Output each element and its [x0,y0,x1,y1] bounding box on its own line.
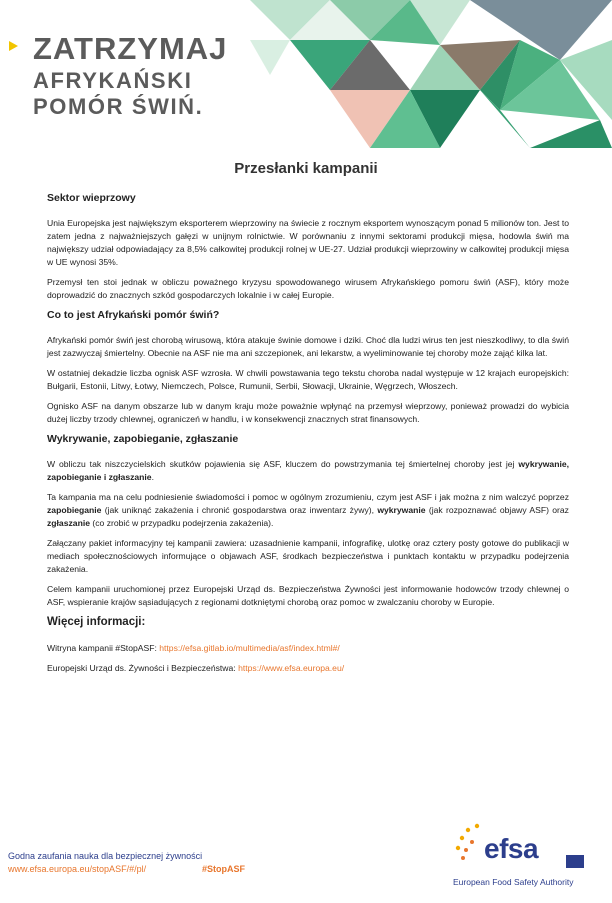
text-run: (jak rozpoznawać objawy ASF) oraz [425,505,569,515]
paragraph [47,491,569,530]
paragraph: Przemysł ten stoi jednak w obliczu poważnego kryzysu spowodowanego wirusem Afrykańskiego pomoru świń (ASF), który może doprowadzić do znacznych szkód gospodarczych lokalnie i w całej Europie. [47,277,569,300]
text-run: W obliczu tak niszczycielskich skutków pojawienia się ASF, kluczem do powstrzymania tej śmiertelnej choroby jest jej [47,459,519,469]
bold-text: zapobieganie [47,505,102,515]
campaign-title-line1: ZATRZYMAJ [33,31,228,66]
section-heading-asf: Co to jest Afrykański pomór świń? [47,309,220,321]
footer-url-link[interactable]: www.efsa.europa.eu/stopASF/#/pl/ [8,864,147,874]
link-label: Witryna kampanii #StopASF: [47,643,160,653]
section-heading-more-info: Więcej informacji: [47,616,146,628]
arrow-icon [9,41,18,51]
footer-hashtag: #StopASF [202,864,246,874]
text-run: Ta kampania ma na celu podniesienie świadomości i pomoc w ogólnym zrozumieniu, czym jest ASF i jak można z nim walczyć poprzez [47,492,569,502]
paragraph [47,458,569,484]
campaign-title-line3: POMÓR ŚWIŃ. [33,94,204,119]
bold-text: wykrywanie, zapobieganie i zgłaszanie [47,459,569,482]
text-run: (co zrobić w przypadku podejrzenia zakażenia). [90,518,274,528]
paragraph: Celem kampanii uruchomionej przez Europejski Urząd ds. Bezpieczeństwa Żywności jest informowanie hodowców trzody chlewnej o ASF, wspieranie krajów sąsiadujących z regionami dotkniętymi chorobą oraz pomoc w zwalczaniu choroby w Europie. [47,584,569,607]
campaign-banner [0,0,612,148]
document-body [47,192,569,682]
efsa-site-link[interactable]: https://www.efsa.europa.eu/ [238,663,345,673]
eu-flag-icon [566,855,584,868]
efsa-logo-subtitle: European Food Safety Authority [453,877,574,887]
paragraph: Afrykański pomór świń jest chorobą wirusową, która atakuje świnie domowe i dziki. Choć dla ludzi wirus ten jest nieszkodliwy, to dla świń jest zazwyczaj śmiertelny. Obecnie na ASF nie ma ani szczepionek, ani lekarstw, a wyeliminowanie tej choroby może zająć kilka lat. [47,335,569,358]
paragraph: Unia Europejska jest największym eksporterem wieprzowiny na świecie z rocznym eksportem wynoszącym ponad 5 milionów ton. Jest to zatem jedna z najważniejszych gałęzi w unijnym rolnictwie. W porównaniu z innymi sektorami produkcji mięsa, hodowla świń ma największy udział odpowiadający za 8,5% całkowitej produkcji rolnej w UE-27. Udział produkcji wieprzowiny w całkowitej produkcji mięsa w UE wynosi 35%. [47,218,569,267]
paragraph: Załączany pakiet informacyjny tej kampanii zawiera: uzasadnienie kampanii, infografikę, ulotkę oraz cztery posty gotowe do publikacji w mediach społecznościowych informujące o objawach ASF, środkach bezpieczeństwa i punktach kontaktu w przypadku podejrzenia zakażenia. [47,538,569,574]
page-title: Przesłanki kampanii [234,160,378,177]
text-run: . [151,472,154,482]
paragraph: W ostatniej dekadzie liczba ognisk ASF wzrosła. W chwili powstawania tego tekstu choroba nadal występuje w 12 krajach europejskich: Bułgarii, Estonii, Litwy, Łotwy, Niemczech, Polsce, Rumunii, Serbii, Słowacji, Ukrainie, Węgrzech, Włoszech. [47,368,569,391]
campaign-title-line2: AFRYKAŃSKI [33,68,193,93]
paragraph: Ognisko ASF na danym obszarze lub w danym kraju może poważnie wpłynąć na przemysł wieprzowy, ponieważ prowadzi do wybicia dużej liczby trzody chlewnej, ograniczeń w handlu, i w konsekwencji znacznych strat finansowych. [47,401,569,424]
section-heading-pork: Sektor wieprzowy [47,192,136,204]
section-heading-detection: Wykrywanie, zapobieganie, zgłaszanie [47,433,239,445]
footer-tagline: Godna zaufania nauka dla bezpiecznej żywności [8,851,203,861]
campaign-site-line [47,642,569,655]
efsa-site-line [47,662,569,675]
text-run: (jak uniknąć zakażenia i chronić gospodarstwa oraz inwentarz żywy), [101,505,378,515]
efsa-logo: efsa [484,833,539,864]
bold-text: wykrywanie [377,505,426,515]
bold-text: zgłaszanie [47,518,90,528]
campaign-site-link[interactable]: https://efsa.gitlab.io/multimedia/asf/index.html#/ [159,643,340,653]
link-label: Europejski Urząd ds. Żywności i Bezpieczeństwa: [47,663,239,673]
